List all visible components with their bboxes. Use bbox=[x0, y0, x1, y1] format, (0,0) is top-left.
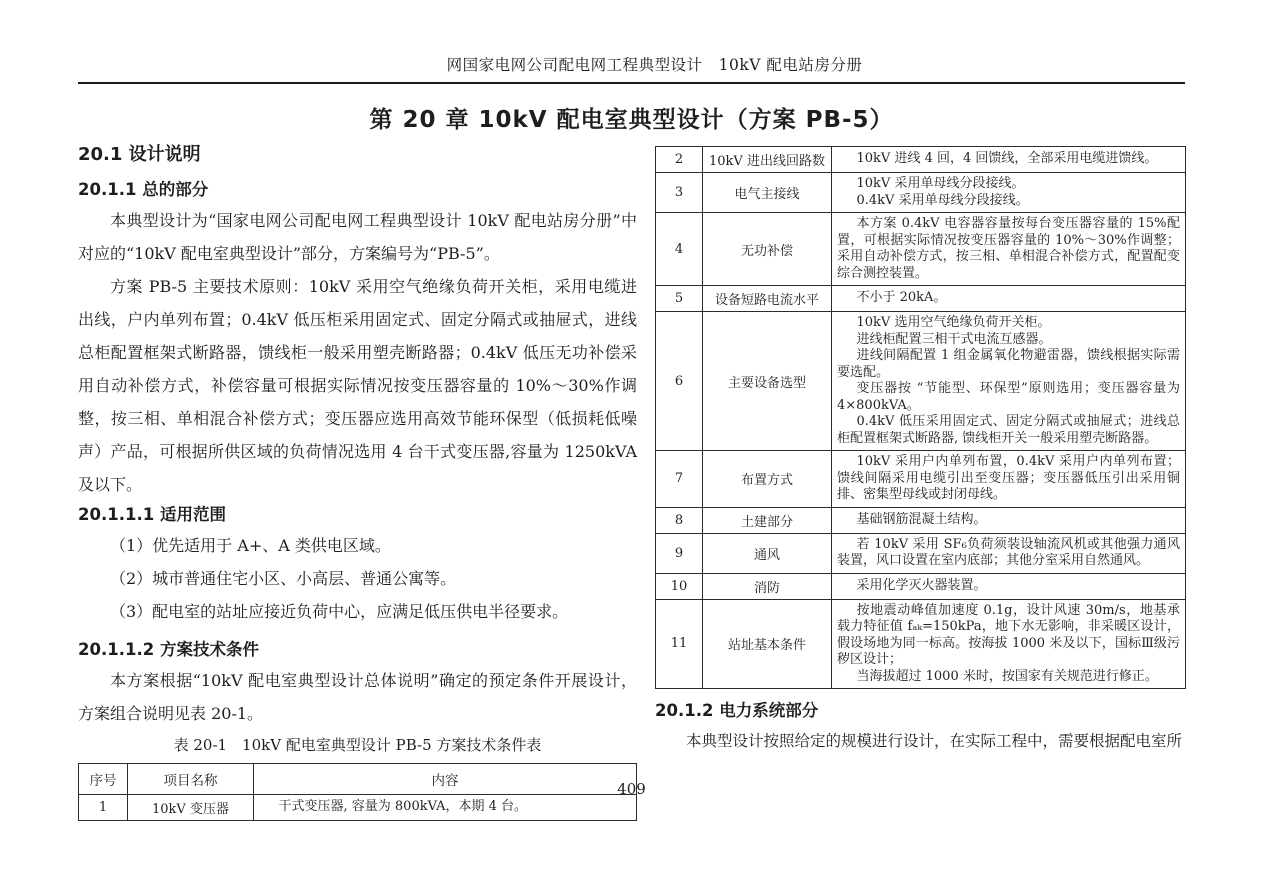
table-caption: 表 20-1 10kV 配电室典型设计 PB-5 方案技术条件表 bbox=[173, 736, 542, 754]
cell-paragraph: 本方案 0.4kV 电容器容量按每台变压器容量的 15%配置，可根据实际情况按变压器容量的 10%～30%作调整；采用自动补偿方式，按三相、单相混合补偿方式，配置配变综合测控装置。 bbox=[837, 216, 1180, 281]
row-number: 7 bbox=[656, 451, 703, 508]
cell-paragraph: 进线柜配置三相干式电流互感器。 bbox=[856, 331, 1052, 347]
table-row bbox=[656, 173, 1186, 213]
scope-item: （1）优先适用于 A+、A 类供电区域。 bbox=[110, 536, 391, 555]
row-content bbox=[832, 213, 1186, 286]
row-content bbox=[832, 286, 1186, 312]
row-content bbox=[832, 312, 1186, 451]
cell-paragraph: 按地震动峰值加速度 0.1g，设计风速 30m/s，地基承载力特征值 fₐₖ=150kPa，地下水无影响，非采暖区设计，假设场地为同一标高。按海拔 1000 米及以下，国标Ⅲ级污秽区设计； bbox=[837, 602, 1180, 667]
cell-paragraph: 10kV 进线 4 回，4 回馈线，全部采用电缆进馈线。 bbox=[856, 151, 1158, 167]
cell-paragraph: 10kV 选用空气绝缘负荷开关柜。 bbox=[856, 315, 1051, 330]
row-number: 2 bbox=[656, 147, 703, 173]
table-row bbox=[656, 451, 1186, 508]
table-row bbox=[656, 507, 1186, 533]
row-number: 5 bbox=[656, 286, 703, 312]
paragraph-general-2: 方案 PB-5 主要技术原则：10kV 采用空气绝缘负荷开关柜，采用电缆进出线，户内单列布置；0.4kV 低压柜采用固定式、固定分隔式或抽屉式，进线总柜配置框架式断路器，馈线柜一般采用塑壳断路器；0.4kV 低压无功补偿采用自动补偿方式，补偿容量可根据实际情况按变压器容量的 10%～30%作调整，按三相、单相混合补偿方式；变压器应选用高效节能环保型（低损耗低噪声）产品，可根据所供区域的负荷情况选用 4 台干式变压器,容量为 1250kVA 及以下。 bbox=[78, 277, 637, 494]
row-item-name: 主要设备选型 bbox=[703, 312, 832, 451]
running-header: 网国家电网公司配电网工程典型设计 10kV 配电站房分册 bbox=[446, 56, 863, 74]
table-row bbox=[656, 573, 1186, 599]
table-row bbox=[656, 213, 1186, 286]
cell-paragraph: 采用化学灭火器装置。 bbox=[856, 577, 987, 593]
cell-paragraph: 基础钢筋混凝土结构。 bbox=[856, 511, 987, 527]
subsection-heading-conditions: 20.1.1.2 方案技术条件 bbox=[78, 640, 259, 659]
row-item-name: 电气主接线 bbox=[703, 173, 832, 213]
row-number: 8 bbox=[656, 507, 703, 533]
row-content bbox=[832, 573, 1186, 599]
row-item-name: 10kV 变压器 bbox=[128, 795, 254, 821]
cell-paragraph: 当海拔超过 1000 米时，按国家有关规范进行修正。 bbox=[856, 668, 1158, 684]
table-row bbox=[656, 147, 1186, 173]
table-row bbox=[656, 286, 1186, 312]
column-header-no: 序号 bbox=[79, 764, 128, 795]
column-header-name: 项目名称 bbox=[128, 764, 254, 795]
row-content bbox=[254, 795, 637, 821]
row-number: 1 bbox=[79, 795, 128, 821]
row-item-name: 布置方式 bbox=[703, 451, 832, 508]
scope-item: （2）城市普通住宅小区、小高层、普通公寓等。 bbox=[110, 569, 457, 588]
subsection-heading-power-system: 20.1.2 电力系统部分 bbox=[655, 701, 819, 720]
cell-paragraph: 不小于 20kA。 bbox=[856, 290, 947, 306]
row-number: 3 bbox=[656, 173, 703, 213]
table-20-1-continued bbox=[655, 146, 1186, 689]
table-row bbox=[79, 795, 637, 821]
row-item-name: 无功补偿 bbox=[703, 213, 832, 286]
page-number: 409 bbox=[617, 780, 646, 798]
row-number: 11 bbox=[656, 599, 703, 689]
row-item-name: 10kV 进出线回路数 bbox=[703, 147, 832, 173]
left-column bbox=[78, 140, 637, 821]
cell-paragraph: 变压器按 “节能型、环保型”原则选用；变压器容量为 4×800kVA。 bbox=[837, 381, 1180, 413]
row-content bbox=[832, 147, 1186, 173]
chapter-title: 第 20 章 10kV 配电室典型设计（方案 PB-5） bbox=[369, 107, 894, 133]
row-number: 6 bbox=[656, 312, 703, 451]
row-number: 4 bbox=[656, 213, 703, 286]
row-item-name: 土建部分 bbox=[703, 507, 832, 533]
cell-paragraph: 10kV 采用单母线分段接线。 bbox=[856, 176, 1025, 191]
row-content bbox=[832, 599, 1186, 689]
row-item-name: 通风 bbox=[703, 533, 832, 573]
header-rule bbox=[78, 82, 1185, 84]
cell-paragraph: 0.4kV 低压采用固定式、固定分隔式或抽屉式；进线总柜配置框架式断路器, 馈线柜开关一般采用塑壳断路器。 bbox=[837, 414, 1180, 446]
row-item-name: 消防 bbox=[703, 573, 832, 599]
scope-item: （3）配电室的站址应接近负荷中心，应满足低压供电半径要求。 bbox=[110, 602, 569, 621]
row-content bbox=[832, 533, 1186, 573]
cell-paragraph: 若 10kV 采用 SF₆负荷须装设轴流风机或其他强力通风装置，风口设置在室内底部；其他分室采用自然通风。 bbox=[837, 536, 1180, 568]
cell-paragraph: 干式变压器, 容量为 800kVA，本期 4 台。 bbox=[278, 799, 528, 815]
table-row bbox=[656, 533, 1186, 573]
table-row bbox=[656, 312, 1186, 451]
column-header-content: 内容 bbox=[254, 764, 637, 795]
table-row bbox=[656, 599, 1186, 689]
row-number: 10 bbox=[656, 573, 703, 599]
row-content bbox=[832, 507, 1186, 533]
right-column bbox=[655, 146, 1186, 758]
cell-paragraph: 0.4kV 采用单母线分段接线。 bbox=[856, 192, 1029, 208]
row-item-name: 站址基本条件 bbox=[703, 599, 832, 689]
subsection-heading-general: 20.1.1 总的部分 bbox=[78, 180, 209, 199]
row-content bbox=[832, 173, 1186, 213]
row-item-name: 设备短路电流水平 bbox=[703, 286, 832, 312]
subsection-heading-scope: 20.1.1.1 适用范围 bbox=[78, 505, 226, 524]
cell-paragraph: 10kV 采用户内单列布置，0.4kV 采用户内单列布置；馈线间隔采用电缆引出至变压器；变压器低压引出采用铜排、密集型母线或封闭母线。 bbox=[837, 454, 1180, 502]
paragraph-conditions: 本方案根据“10kV 配电室典型设计总体说明”确定的预定条件开展设计，方案组合说明见表 20-1。 bbox=[78, 671, 637, 723]
section-heading-design-notes: 20.1 设计说明 bbox=[78, 144, 201, 165]
row-content bbox=[832, 451, 1186, 508]
row-number: 9 bbox=[656, 533, 703, 573]
cell-paragraph: 进线间隔配置 1 组金属氧化物避雷器，馈线根据实际需要选配。 bbox=[837, 348, 1180, 380]
paragraph-general-1: 本典型设计为“国家电网公司配电网工程典型设计 10kV 配电站房分册”中对应的“10kV 配电室典型设计”部分，方案编号为“PB-5”。 bbox=[78, 211, 637, 263]
paragraph-power-system: 本典型设计按照给定的规模进行设计，在实际工程中，需要根据配电室所 bbox=[686, 732, 1183, 750]
